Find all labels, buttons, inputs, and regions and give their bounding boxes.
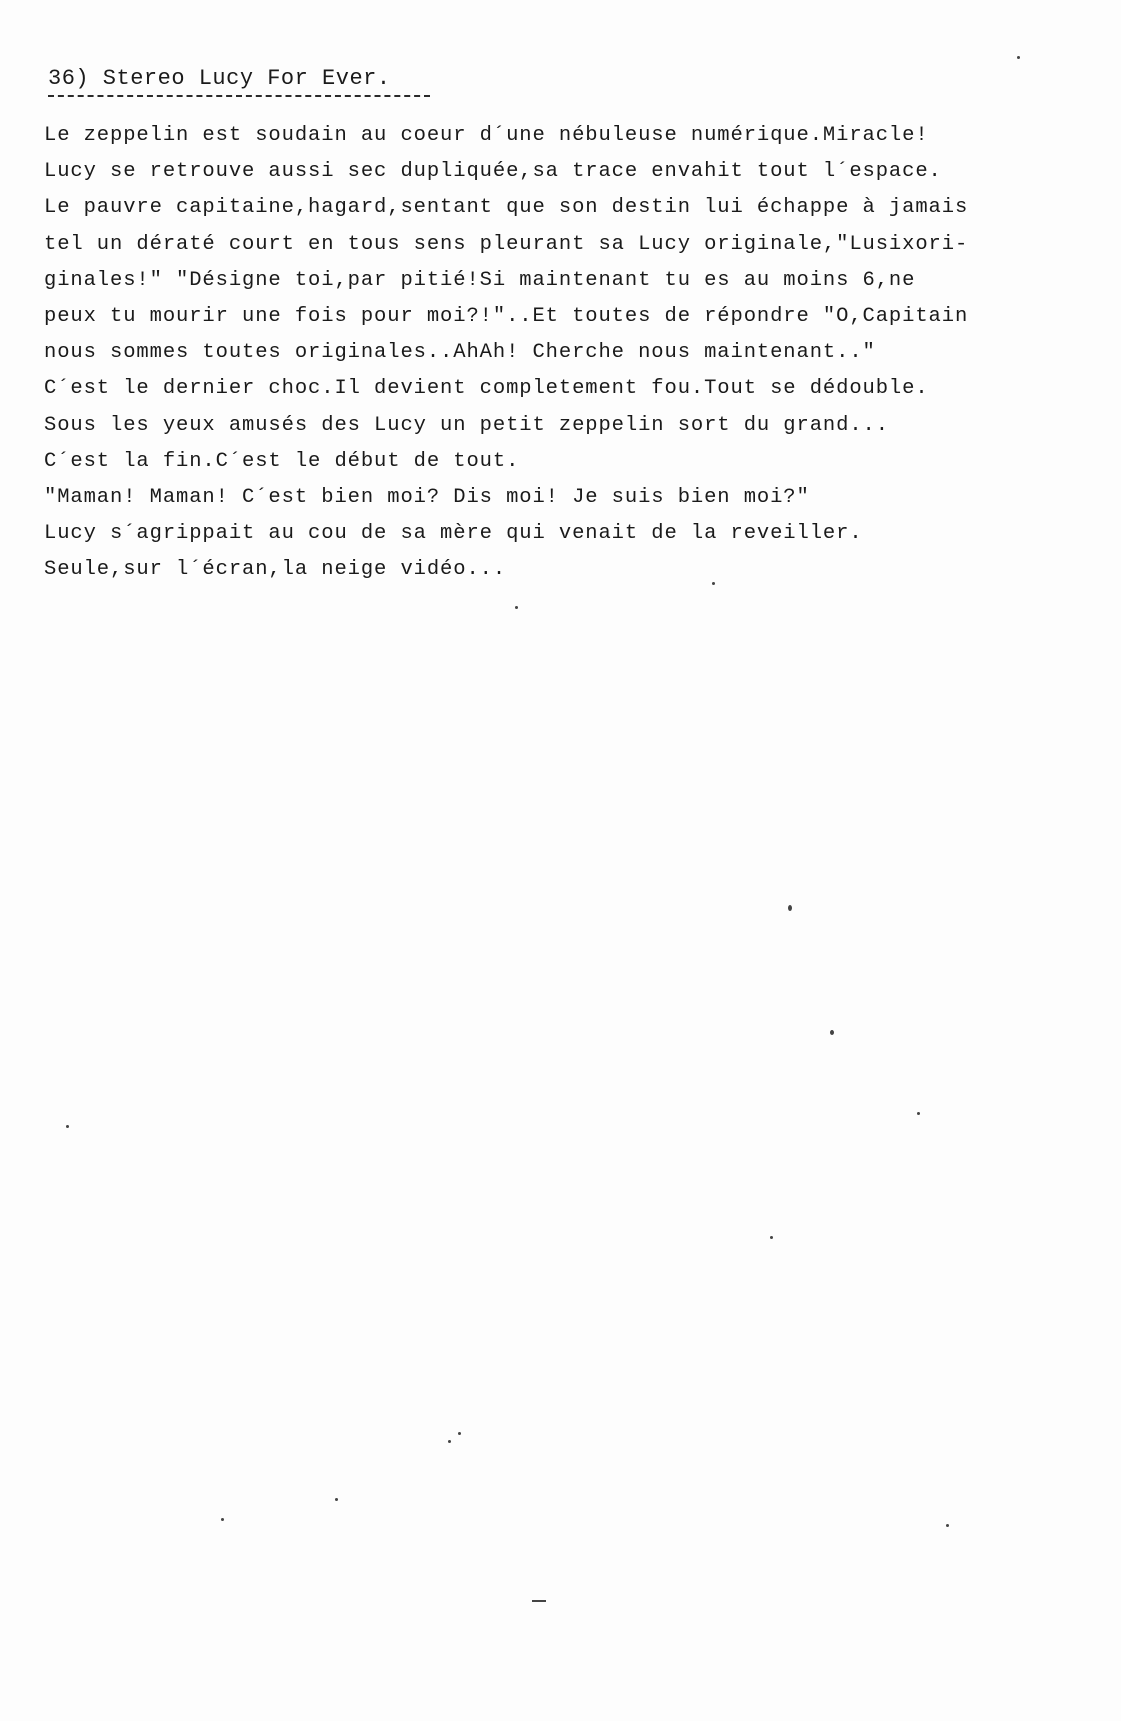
scan-speck bbox=[448, 1440, 451, 1443]
text-line: nous sommes toutes originales..AhAh! Cherche nous maintenant.." bbox=[44, 341, 876, 365]
text-line: C´est la fin.C´est le début de tout. bbox=[44, 449, 520, 473]
scan-speck bbox=[1017, 56, 1020, 59]
text-line: tel un dératé court en tous sens pleurant sa Lucy originale,"Lusixori- bbox=[44, 232, 969, 256]
scan-speck bbox=[788, 905, 792, 911]
text-line: C´est le dernier choc.Il devient completement fou.Tout se dédouble. bbox=[44, 377, 929, 401]
scan-speck bbox=[770, 1236, 773, 1239]
scan-speck bbox=[532, 1600, 546, 1602]
text-line: peux tu mourir une fois pour moi?!"..Et toutes de répondre "O,Capitain bbox=[44, 304, 969, 328]
text-line: "Maman! Maman! C´est bien moi? Dis moi! Je suis bien moi?" bbox=[44, 485, 810, 509]
text-line: Seule,sur l´écran,la neige vidéo... bbox=[44, 558, 507, 582]
text-line: Le zeppelin est soudain au coeur d´une nébuleuse numérique.Miracle! bbox=[44, 124, 929, 147]
text-line: ginales!" "Désigne toi,par pitié!Si maintenant tu es au moins 6,ne bbox=[44, 268, 916, 292]
title-underline bbox=[48, 95, 430, 97]
scan-speck bbox=[712, 582, 715, 585]
text-line: Le pauvre capitaine,hagard,sentant que son destin lui échappe à jamais bbox=[44, 196, 969, 220]
scan-speck bbox=[335, 1498, 338, 1501]
scan-speck bbox=[458, 1432, 461, 1435]
text-line: Lucy s´agrippait au cou de sa mère qui venait de la reveiller. bbox=[44, 522, 863, 546]
scan-speck bbox=[946, 1524, 949, 1527]
scan-speck bbox=[830, 1030, 834, 1035]
scan-speck bbox=[515, 606, 518, 609]
scan-speck bbox=[66, 1125, 69, 1128]
page-title: 36) Stereo Lucy For Ever. bbox=[48, 66, 391, 91]
scan-speck bbox=[221, 1518, 224, 1521]
scan-speck bbox=[917, 1112, 920, 1115]
text-line: Lucy se retrouve aussi sec dupliquée,sa trace envahit tout l´espace. bbox=[44, 160, 942, 184]
text-line: Sous les yeux amusés des Lucy un petit zeppelin sort du grand... bbox=[44, 413, 889, 437]
story-text bbox=[44, 118, 1114, 588]
